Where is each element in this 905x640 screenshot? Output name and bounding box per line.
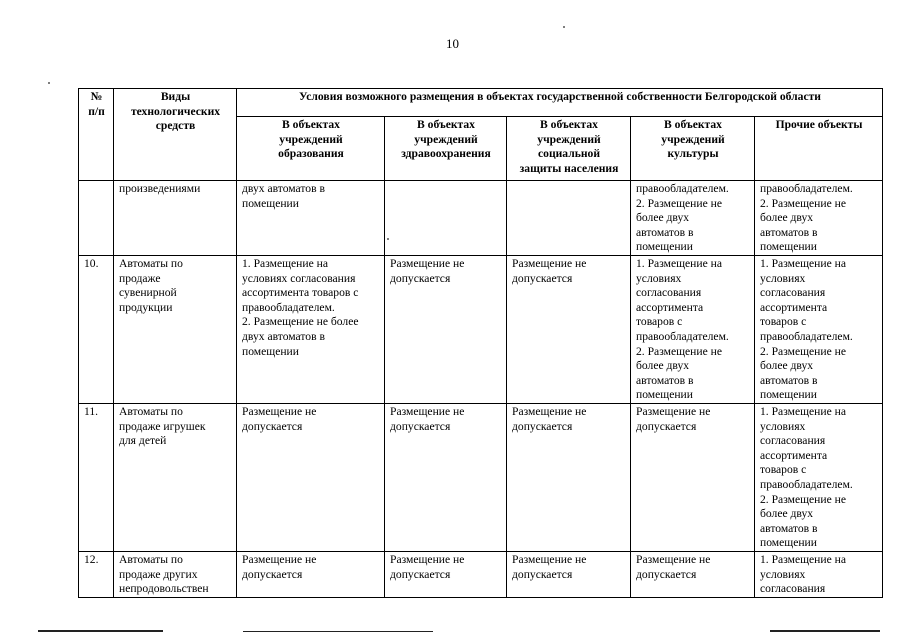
table-row — [79, 551, 883, 597]
row-name-cell: Автоматы по продаже игрушек для детей — [114, 403, 237, 551]
other-objects-cell: правообладателем. 2. Размещение не более двух автоматов в помещении — [755, 181, 883, 256]
row-name-cell: Автоматы по продаже сувенирной продукции — [114, 255, 237, 403]
healthcare-cell: Размещение не допускается — [385, 255, 507, 403]
header-row — [79, 89, 883, 117]
culture-cell: Размещение не допускается — [631, 403, 755, 551]
row-number-cell — [79, 181, 114, 256]
healthcare-cell: Размещение не допускается — [385, 551, 507, 597]
healthcare-cell: Размещение не допускается — [385, 403, 507, 551]
row-number-cell: 10. — [79, 255, 114, 403]
column-header-other: Прочие объекты — [755, 117, 883, 181]
column-group-header: Условия возможного размещения в объектах государственной собственности Белгородской области — [237, 89, 883, 117]
placement-conditions-table — [78, 88, 883, 598]
row-name-cell: Автоматы по продаже других непродовольствен — [114, 551, 237, 597]
scan-edge-mark-right — [770, 630, 880, 632]
column-header-education: В объектах учреждений образования — [237, 117, 385, 181]
social-protection-cell: Размещение не допускается — [507, 403, 631, 551]
education-cell: Размещение не допускается — [237, 551, 385, 597]
column-header-types: Виды технологических средств — [114, 89, 237, 181]
table-row — [79, 403, 883, 551]
scan-edge-mark-left — [38, 630, 163, 632]
social-protection-cell: Размещение не допускается — [507, 255, 631, 403]
culture-cell: Размещение не допускается — [631, 551, 755, 597]
social-protection-cell: Размещение не допускается — [507, 551, 631, 597]
table-row-continuation — [79, 181, 883, 256]
education-cell: 1. Размещение на условиях согласования ассортимента товаров с правообладателем. 2. Размещение не более двух автоматов в помещении — [237, 255, 385, 403]
row-number-cell: 12. — [79, 551, 114, 597]
scan-speck — [387, 238, 389, 240]
scan-edge-mark-center — [243, 631, 433, 632]
education-cell: Размещение не допускается — [237, 403, 385, 551]
column-header-culture: В объектах учреждений культуры — [631, 117, 755, 181]
row-number-cell: 11. — [79, 403, 114, 551]
column-header-social-protection: В объектах учреждений социальной защиты населения — [507, 117, 631, 181]
column-header-healthcare: В объектах учреждений здравоохранения — [385, 117, 507, 181]
other-objects-cell: 1. Размещение на условиях согласования ассортимента товаров с правообладателем. 2. Размещение не более двух автоматов в помещении — [755, 255, 883, 403]
scan-speck — [48, 82, 50, 84]
column-header-number: № п/п — [79, 89, 114, 181]
education-cell: двух автоматов в помещении — [237, 181, 385, 256]
culture-cell: 1. Размещение на условиях согласования ассортимента товаров с правообладателем. 2. Размещение не более двух автоматов в помещении — [631, 255, 755, 403]
scan-speck — [563, 26, 565, 28]
culture-cell: правообладателем. 2. Размещение не более двух автоматов в помещении — [631, 181, 755, 256]
other-objects-cell: 1. Размещение на условиях согласования ассортимента товаров с правообладателем. 2. Размещение не более двух автоматов в помещении — [755, 403, 883, 551]
other-objects-cell: 1. Размещение на условиях согласования — [755, 551, 883, 597]
healthcare-cell — [385, 181, 507, 256]
table-row — [79, 255, 883, 403]
page-number: 10 — [446, 36, 459, 51]
social-protection-cell — [507, 181, 631, 256]
row-name-cell: произведениями — [114, 181, 237, 256]
